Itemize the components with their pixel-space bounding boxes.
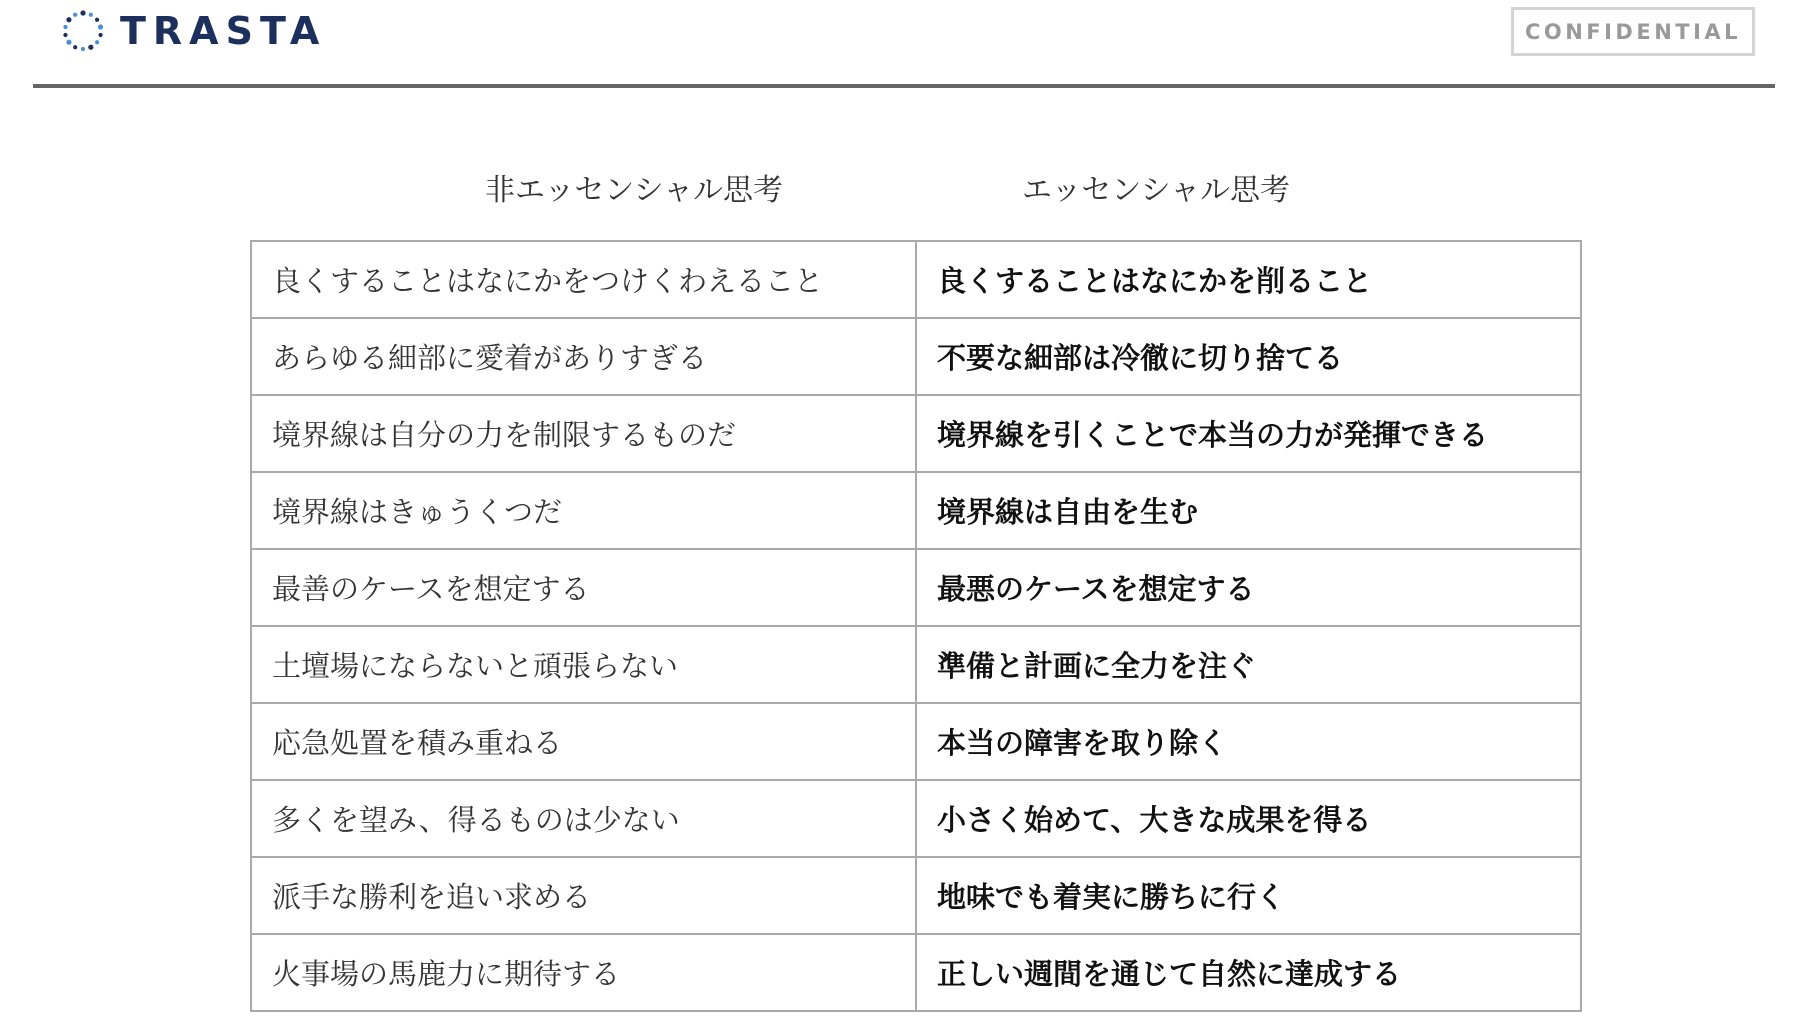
essential-cell: 本当の障害を取り除く	[916, 703, 1581, 780]
table-row	[251, 626, 1581, 703]
non-essential-cell: あらゆる細部に愛着がありすぎる	[251, 318, 916, 395]
table-row	[251, 703, 1581, 780]
essential-cell: 地味でも着実に勝ちに行く	[916, 857, 1581, 934]
logo-dot	[95, 18, 99, 22]
table-row	[251, 780, 1581, 857]
non-essential-cell: 境界線はきゅうくつだ	[251, 472, 916, 549]
non-essential-cell: 境界線は自分の力を制限するものだ	[251, 395, 916, 472]
logo-dot	[89, 13, 93, 17]
logo-text: TRASTA	[120, 9, 327, 53]
confidential-badge: CONFIDENTIAL	[1511, 7, 1755, 56]
essential-cell: 正しい週間を通じて自然に達成する	[916, 934, 1581, 1011]
brand-logo	[60, 8, 326, 54]
logo-dot	[66, 40, 71, 45]
logo-dot	[63, 33, 67, 37]
table-row	[251, 472, 1581, 549]
logo-dot	[88, 45, 93, 50]
logo-dot	[98, 33, 102, 37]
logo-dot	[63, 25, 67, 29]
column-header-non-essential: 非エッセンシャル思考	[484, 173, 784, 208]
comparison-table	[250, 240, 1582, 1012]
essential-cell: 境界線を引くことで本当の力が発揮できる	[916, 395, 1581, 472]
logo-dot	[81, 47, 85, 51]
non-essential-cell: 派手な勝利を追い求める	[251, 857, 916, 934]
logo-dot	[98, 24, 103, 29]
essential-cell: 小さく始めて、大きな成果を得る	[916, 780, 1581, 857]
logo-dot	[80, 10, 85, 15]
non-essential-cell: 多くを望み、得るものは少ない	[251, 780, 916, 857]
table-row	[251, 934, 1581, 1011]
non-essential-cell: 応急処置を積み重ねる	[251, 703, 916, 780]
non-essential-cell: 最善のケースを想定する	[251, 549, 916, 626]
table-row	[251, 318, 1581, 395]
column-header-essential: エッセンシャル思考	[1021, 173, 1291, 208]
non-essential-cell: 火事場の馬鹿力に期待する	[251, 934, 916, 1011]
logo-dot	[73, 45, 77, 49]
table-row	[251, 857, 1581, 934]
logo-dot	[73, 13, 77, 17]
logo-dot	[95, 40, 99, 44]
table-row	[251, 395, 1581, 472]
dotted-circle-logo-icon	[60, 8, 106, 54]
table-row	[251, 549, 1581, 626]
essential-cell: 不要な細部は冷徹に切り捨てる	[916, 318, 1581, 395]
logo-dot	[66, 17, 71, 22]
table-row	[251, 241, 1581, 318]
essential-cell: 良くすることはなにかを削ること	[916, 241, 1581, 318]
non-essential-cell: 良くすることはなにかをつけくわえること	[251, 241, 916, 318]
essential-cell: 最悪のケースを想定する	[916, 549, 1581, 626]
essential-cell: 境界線は自由を生む	[916, 472, 1581, 549]
non-essential-cell: 土壇場にならないと頑張らない	[251, 626, 916, 703]
essential-cell: 準備と計画に全力を注ぐ	[916, 626, 1581, 703]
header-divider	[33, 84, 1775, 88]
